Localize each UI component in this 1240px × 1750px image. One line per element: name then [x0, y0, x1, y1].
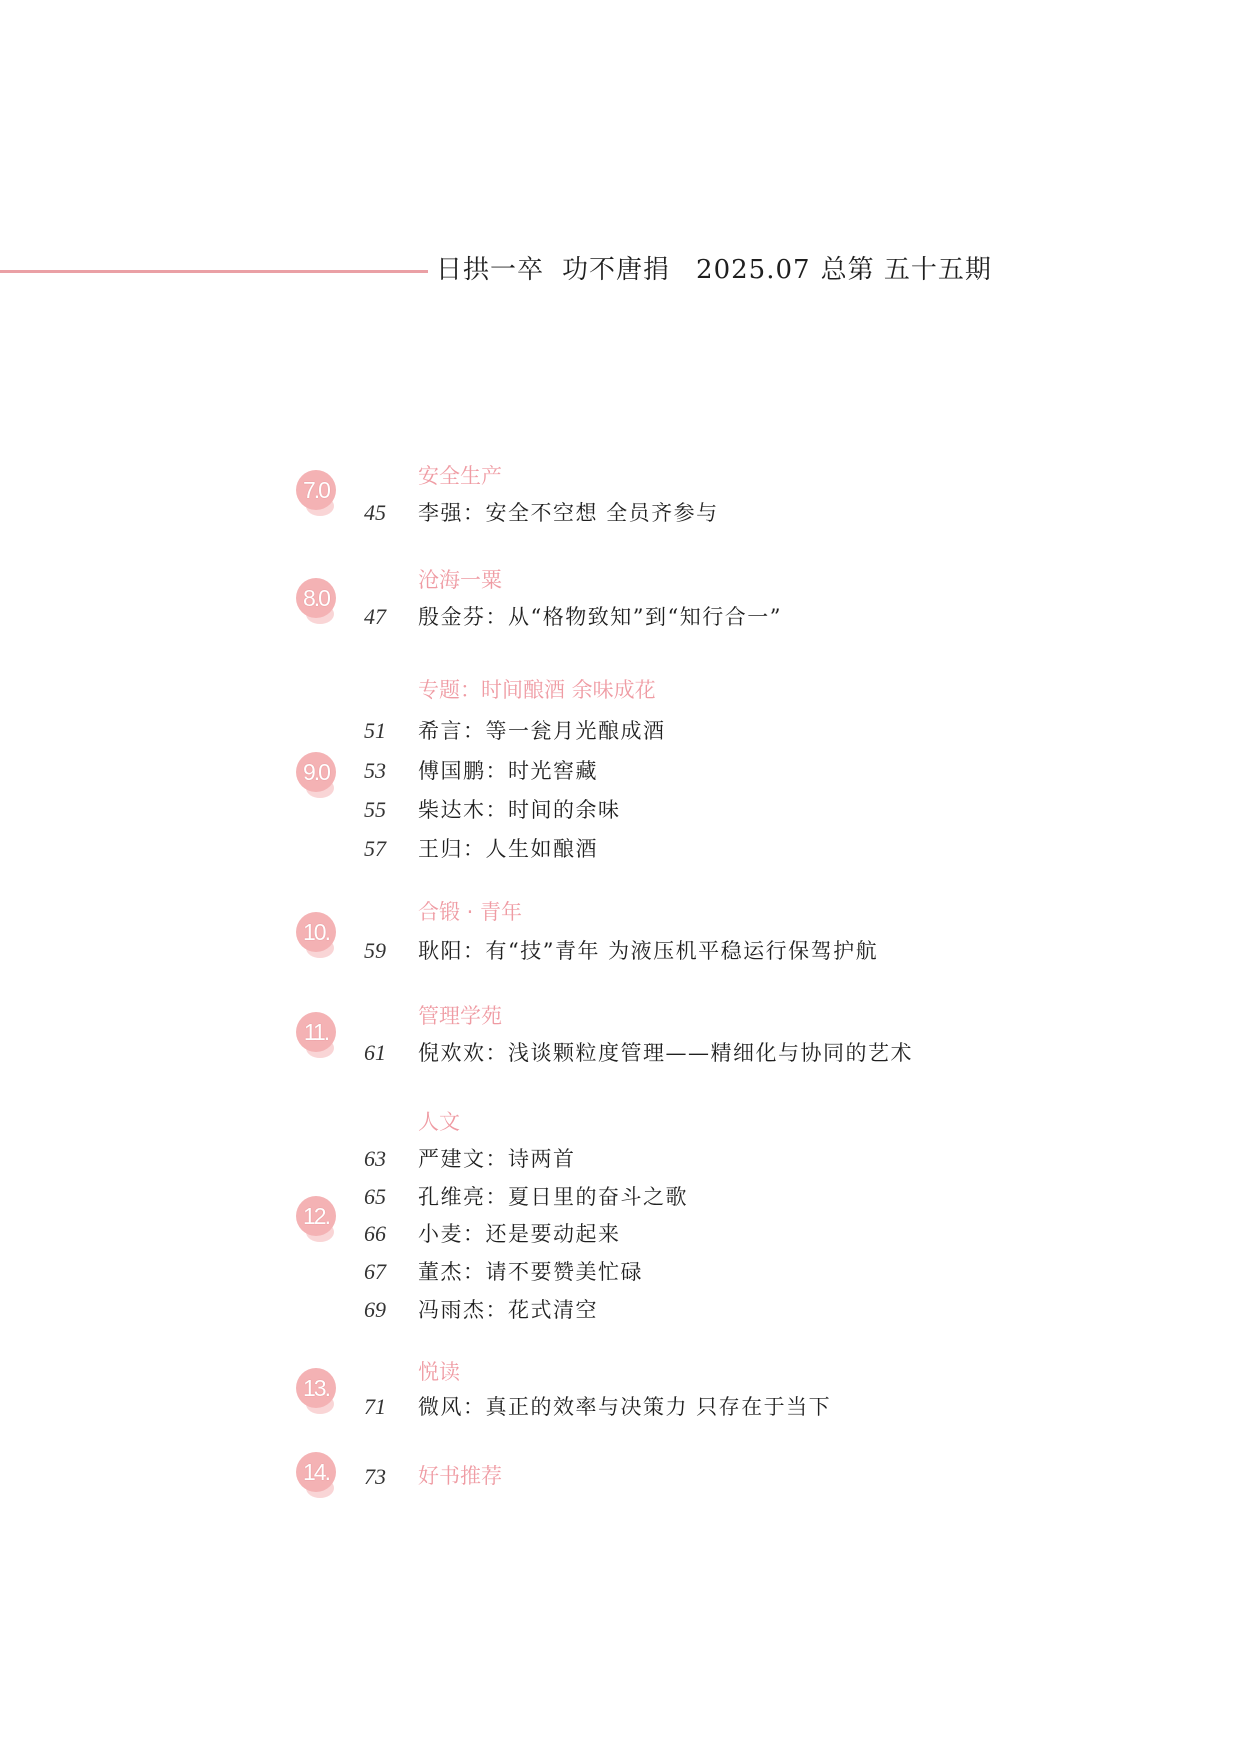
toc-page-number: 45 [364, 500, 386, 525]
section-badge-7: 7.0 [296, 470, 336, 510]
toc-page-number: 67 [364, 1259, 386, 1284]
toc-page-number: 66 [364, 1221, 386, 1246]
toc-page-number: 61 [364, 1040, 386, 1065]
toc-entry-title[interactable]: 傅国鹏：时光窖藏 [418, 759, 598, 783]
toc-entry-title[interactable]: 柴达木：时间的余味 [418, 798, 621, 822]
section-badge-8: 8.0 [296, 578, 336, 618]
toc-page-number: 65 [364, 1184, 386, 1209]
issue-date: 2025.07 [696, 255, 811, 285]
section-title-canghai: 沧海一粟 [418, 568, 502, 592]
toc-page-number: 69 [364, 1297, 386, 1322]
toc-entry-title[interactable]: 严建文：诗两首 [418, 1147, 576, 1171]
toc-entry-title[interactable]: 殷金芬：从“格物致知”到“知行合一” [418, 605, 782, 629]
section-title-reading: 悦读 [418, 1360, 460, 1384]
toc-entry-title[interactable]: 冯雨杰：花式清空 [418, 1298, 598, 1322]
toc-page-number: 63 [364, 1146, 386, 1171]
toc-page-number: 55 [364, 797, 386, 822]
section-title-safety: 安全生产 [418, 464, 502, 488]
section-title-special: 专题：时间酿酒 余味成花 [418, 678, 656, 702]
section-badge-13: 13. [296, 1368, 336, 1408]
toc-page-number: 57 [364, 836, 386, 861]
toc-entry-title[interactable]: 李强：安全不空想 全员齐参与 [418, 501, 719, 525]
header-line [436, 252, 992, 288]
toc-entry-title[interactable]: 希言：等一瓮月光酿成酒 [418, 719, 666, 743]
toc-entry-title[interactable]: 微风：真正的效率与决策力 只存在于当下 [418, 1395, 832, 1419]
header-motto-2: 功不唐捐 [562, 255, 671, 285]
toc-page-number: 53 [364, 758, 386, 783]
toc-page-number: 73 [364, 1464, 386, 1489]
toc-page-number: 71 [364, 1394, 386, 1419]
section-title-humanities: 人文 [418, 1110, 460, 1134]
toc-entry-title[interactable]: 孔维亮：夏日里的奋斗之歌 [418, 1185, 688, 1209]
toc-entry-title[interactable]: 倪欢欢：浅谈颗粒度管理——精细化与协同的艺术 [418, 1041, 913, 1065]
toc-page-number: 47 [364, 604, 386, 629]
section-badge-9: 9.0 [296, 752, 336, 792]
total-issue: 总第 五十五期 [820, 255, 992, 285]
toc-page-number: 51 [364, 718, 386, 743]
section-title-book-recommend[interactable]: 好书推荐 [418, 1464, 502, 1488]
header-rule [0, 270, 428, 273]
section-title-youth: 合锻 · 青年 [418, 900, 523, 924]
toc-entry-title[interactable]: 董杰：请不要赞美忙碌 [418, 1260, 643, 1284]
header-motto-1: 日拱一卒 [436, 255, 545, 285]
section-badge-11: 11. [296, 1012, 336, 1052]
section-badge-14: 14. [296, 1452, 336, 1492]
section-title-management: 管理学苑 [418, 1004, 502, 1028]
toc-entry-title[interactable]: 王归：人生如酿酒 [418, 837, 598, 861]
toc-entry-title[interactable]: 小麦：还是要动起来 [418, 1222, 621, 1246]
section-badge-10: 10. [296, 912, 336, 952]
toc-page-number: 59 [364, 938, 386, 963]
toc-entry-title[interactable]: 耿阳：有“技”青年 为液压机平稳运行保驾护航 [418, 939, 879, 963]
section-badge-12: 12. [296, 1196, 336, 1236]
